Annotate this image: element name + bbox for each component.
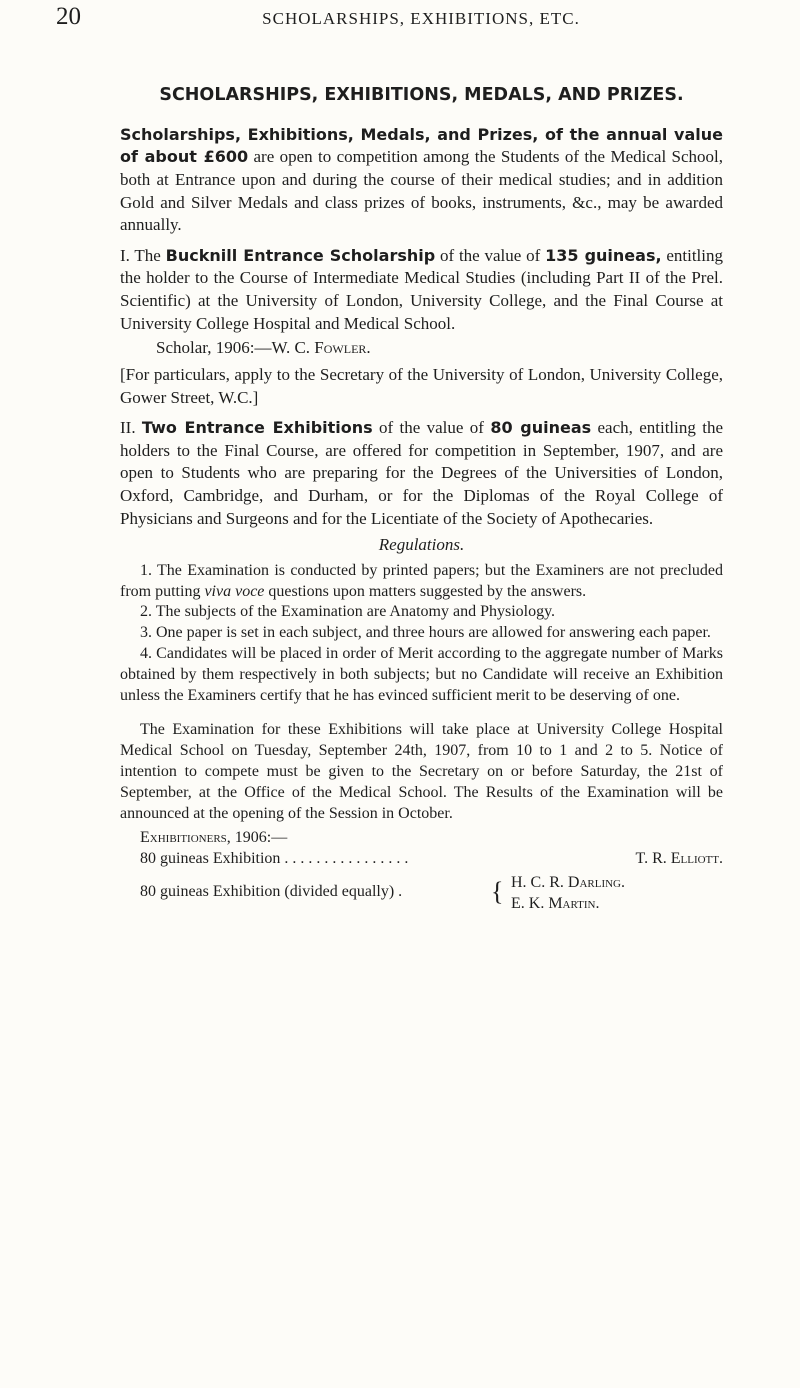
regulation-3-text: 3. One paper is set in each subject, and three hours are allowed for answering each paper.: [140, 624, 711, 642]
regulation-2-text: 2. The subjects of the Examination are Anatomy and Physiology.: [140, 603, 556, 621]
section-2-value: 80 guineas: [490, 418, 592, 438]
intro-lead: Scholarships, Exhibitions, Medals, and Prizes, of the annual value of about £600: [120, 124, 723, 167]
exhibition-description: 80 guineas Exhibition . . . . . . . . . . . . . . . .: [140, 850, 409, 868]
regulation-item: [120, 602, 723, 623]
section-2-paragraph: [120, 417, 723, 530]
running-head: [56, 3, 776, 33]
section-2-mid: of the value of: [372, 418, 491, 438]
regulation-item: [120, 623, 723, 644]
running-head-title: SCHOLARSHIPS, EXHIBITIONS, ETC.: [262, 9, 580, 28]
particulars-note: [For particulars, apply to the Secretary of the University of London, University College, Gower Street, W.C.]: [120, 364, 723, 407]
exhibition-description: 80 guineas Exhibition (divided equally) .: [140, 883, 403, 901]
section-1-mid: of the value of: [435, 245, 546, 265]
section-2-rest: each, entitling the holders to the Final Course, are offered for competition in September, 1907, and are open to Students who are preparing for the Degrees of the Universities of London, Oxford, Cambridge, and Durham, or for the Diplomas of the Royal College of Physicians and Surgeons and for the Licentiate of the Society of Apothecaries.: [120, 418, 723, 528]
section-1-rest: entitling the holder to the Course of Intermediate Medical Studies (including Part II of the Prel. Scientific) at the University of London, University College, and the Final Course at University College Hospital and Medical School.: [120, 245, 723, 333]
intro-paragraph: [120, 124, 723, 237]
examination-note: The Examination for these Exhibitions will take place at University College Hospital Medical School on Tuesday, September 24th, 1907, from 10 to 1 and 2 to 5. Notice of intention to compete must be given to the Secretary on or before Saturday, the 21st of September, at the Office of the Medical School. The Results of the Examination will be announced at the opening of the Session in October.: [120, 721, 723, 822]
section-2-number: II.: [120, 418, 142, 438]
page-number: 20: [56, 3, 81, 30]
section-1-paragraph: [120, 245, 723, 335]
page-title: SCHOLARSHIPS, EXHIBITIONS, MEDALS, AND PRIZES.: [159, 85, 684, 105]
exhibitioner-names: [511, 872, 625, 914]
section-2-name: Two Entrance Exhibitions: [141, 418, 373, 438]
exhibitioner-row: [120, 872, 723, 916]
regulations-list: [120, 561, 723, 916]
regulations-heading: Regulations.: [378, 535, 465, 555]
intro-rest: are open to competition among the Students of the Medical School, both at Entrance upon and during the course of their medical studies; and in addition Gold and Silver Medals and class prizes of books, instruments, &c., may be awarded annually.: [120, 147, 723, 235]
brace-symbol: {: [491, 877, 504, 907]
exhibitioner-row: [120, 849, 723, 872]
section-1-value: 135 guineas,: [545, 245, 662, 265]
section-1-number: I. The: [120, 245, 166, 265]
exhibitioner-name: H. C. R. Darling.: [511, 874, 626, 892]
regulation-1-text: 1. The Examination is conducted by printed papers; but the Examiners are not precluded from putting: [120, 561, 723, 600]
exhibitioner-name: E. K. Martin.: [511, 895, 600, 913]
scholar-line: [120, 337, 723, 360]
scholar-label: Scholar, 1906:—: [156, 338, 272, 358]
exhibitioners-label: Exhibitioners, 1906:—: [140, 829, 288, 847]
regulation-item: [120, 644, 723, 706]
page-content: [120, 84, 723, 916]
regulation-1-text-end: questions upon matters suggested by the answers.: [264, 582, 587, 600]
regulation-4-text: 4. Candidates will be placed in order of Merit according to the aggregate number of Marks obtained by them respectively in both subjects; but no Candidate will receive an Exhibition unless the Examiners certify that he has evinced sufficient merit to be deserving of one.: [120, 644, 723, 704]
scholar-name: W. C. Fowler.: [271, 338, 371, 358]
exhibitioners-list: [120, 828, 723, 916]
exhibitioner-name: T. R. Elliott.: [635, 850, 723, 868]
regulation-1-emphasis: viva voce: [204, 582, 265, 600]
regulation-item: [120, 561, 723, 603]
section-1-name: Bucknill Entrance Scholarship: [165, 245, 436, 265]
